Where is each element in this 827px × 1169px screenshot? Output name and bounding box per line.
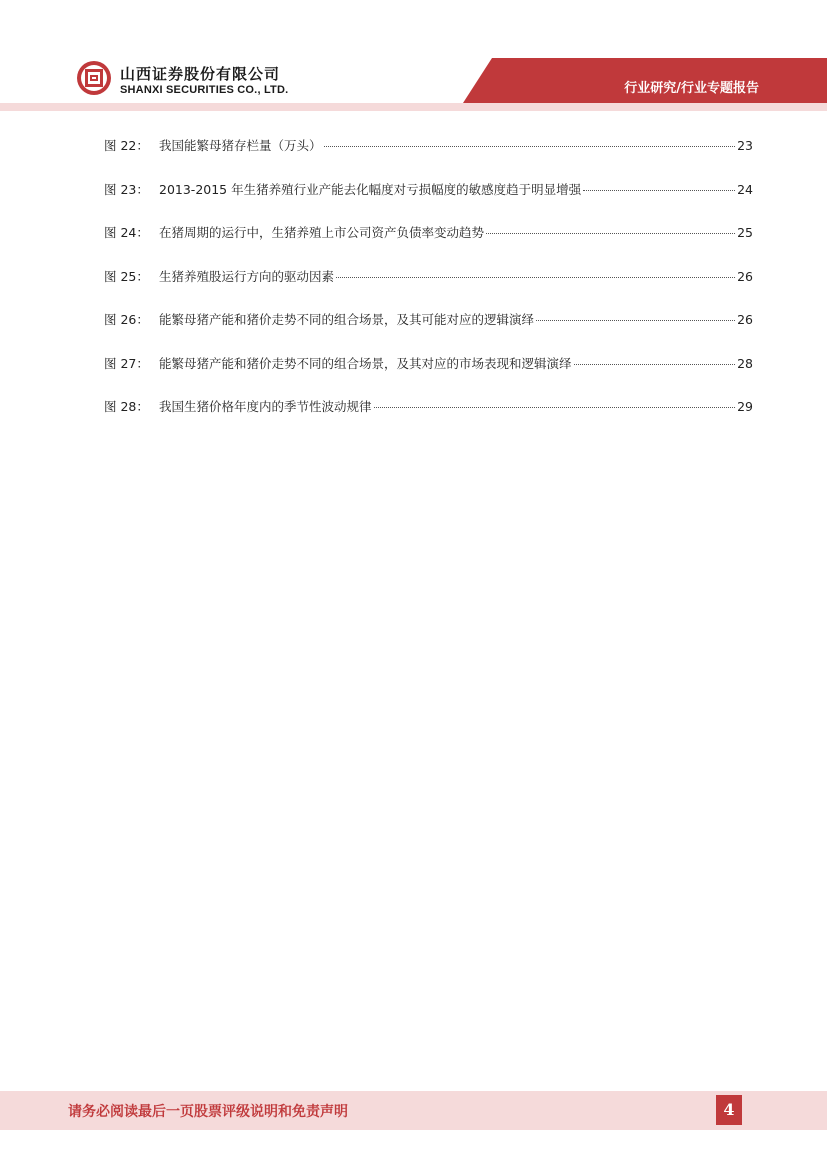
company-name-cn: 山西证券股份有限公司	[120, 65, 281, 83]
toc-figure-label: 图 28：	[104, 399, 149, 414]
toc-page-number[interactable]: 29	[737, 399, 753, 414]
toc-figure-title[interactable]: 在猪周期的运行中，生猪养殖上市公司资产负债率变动趋势	[159, 225, 485, 240]
toc-figure-title[interactable]: 生猪养殖股运行方向的驱动因素	[159, 268, 335, 284]
toc-dot-leader	[583, 190, 735, 191]
toc-figure-label: 图 26：	[104, 312, 149, 327]
page-header	[0, 0, 827, 112]
toc-entry[interactable]	[104, 180, 753, 224]
toc-figure-title[interactable]: 我国生猪价格年度内的季节性波动规律	[159, 399, 372, 414]
toc-figure-label: 图 23：	[104, 181, 149, 197]
toc-figure-title[interactable]: 2013-2015 年生猪养殖行业产能去化幅度对亏损幅度的敏感度趋于明显增强	[159, 181, 582, 197]
toc-entry[interactable]	[104, 136, 753, 180]
toc-dot-leader	[324, 146, 736, 147]
report-type-title: 行业研究/行业专题报告	[624, 81, 759, 96]
toc-figure-title[interactable]: 我国能繁母猪存栏量（万头）	[159, 138, 322, 153]
toc-dot-leader	[336, 277, 735, 278]
toc-entry[interactable]	[104, 310, 753, 354]
figure-toc-list	[104, 136, 753, 441]
toc-figure-title[interactable]: 能繁母猪产能和猪价走势不同的组合场景，及其对应的市场表现和逻辑演绎	[159, 355, 572, 371]
page-number-badge: 4	[716, 1095, 742, 1125]
toc-page-number[interactable]: 26	[737, 268, 753, 284]
toc-entry[interactable]	[104, 223, 753, 267]
toc-page-number[interactable]: 28	[737, 355, 753, 371]
toc-figure-label: 图 25：	[104, 268, 149, 284]
toc-figure-label: 图 27：	[104, 355, 149, 371]
toc-dot-leader	[486, 233, 735, 234]
toc-figure-title[interactable]: 能繁母猪产能和猪价走势不同的组合场景，及其可能对应的逻辑演绎	[159, 312, 535, 327]
toc-page-number[interactable]: 24	[737, 181, 753, 197]
toc-dot-leader	[374, 407, 736, 408]
toc-dot-leader	[536, 320, 735, 321]
toc-figure-label: 图 22：	[104, 138, 149, 153]
toc-figure-label: 图 24：	[104, 225, 149, 240]
toc-entry[interactable]	[104, 267, 753, 311]
toc-page-number[interactable]: 23	[737, 138, 753, 153]
disclaimer-note: 请务必阅读最后一页股票评级说明和免责声明	[68, 1104, 348, 1120]
toc-page-number[interactable]: 25	[737, 225, 753, 240]
toc-page-number[interactable]: 26	[737, 312, 753, 327]
toc-entry[interactable]	[104, 397, 753, 441]
company-name-en: SHANXI SECURITIES CO., LTD.	[120, 84, 289, 96]
shanxi-securities-logo-icon	[76, 60, 112, 96]
toc-entry[interactable]	[104, 354, 753, 398]
page-footer	[0, 1091, 827, 1130]
toc-dot-leader	[574, 364, 736, 365]
